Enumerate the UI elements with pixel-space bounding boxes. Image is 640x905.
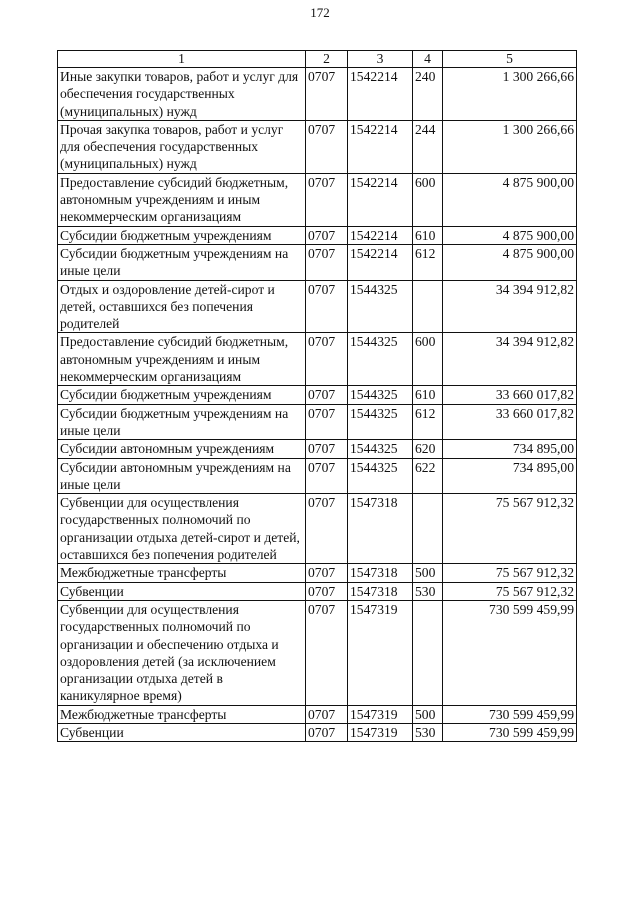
cell-target: 1544325 (348, 440, 413, 458)
table-row (58, 244, 577, 280)
cell-name: Межбюджетные трансферты (58, 564, 306, 582)
cell-section: 0707 (306, 600, 348, 705)
cell-section: 0707 (306, 226, 348, 244)
cell-type: 500 (413, 705, 443, 723)
budget-table (57, 50, 577, 742)
table-row (58, 226, 577, 244)
cell-type (413, 280, 443, 333)
cell-name: Субвенции (58, 723, 306, 741)
cell-target: 1547319 (348, 600, 413, 705)
table-row (58, 173, 577, 226)
cell-amount: 1 300 266,66 (443, 120, 577, 173)
table-row (58, 582, 577, 600)
cell-section: 0707 (306, 494, 348, 564)
cell-target: 1544325 (348, 386, 413, 404)
cell-type: 612 (413, 244, 443, 280)
cell-section: 0707 (306, 404, 348, 440)
page-number: 172 (310, 5, 330, 20)
cell-type (413, 600, 443, 705)
cell-type: 610 (413, 386, 443, 404)
cell-name: Предоставление субсидий бюджетным, автономным учреждениям и иным некоммерческим организациям (58, 173, 306, 226)
cell-type: 600 (413, 333, 443, 386)
cell-amount: 734 895,00 (443, 458, 577, 494)
table-row (58, 120, 577, 173)
cell-name: Субсидии автономным учреждениям на иные цели (58, 458, 306, 494)
cell-name: Предоставление субсидий бюджетным, автономным учреждениям и иным некоммерческим организациям (58, 333, 306, 386)
cell-section: 0707 (306, 244, 348, 280)
cell-type: 244 (413, 120, 443, 173)
cell-amount: 730 599 459,99 (443, 600, 577, 705)
cell-target: 1544325 (348, 280, 413, 333)
cell-name: Субсидии бюджетным учреждениям на иные цели (58, 244, 306, 280)
table-row (58, 280, 577, 333)
column-header-name: 1 (58, 51, 306, 68)
cell-section: 0707 (306, 564, 348, 582)
cell-type: 600 (413, 173, 443, 226)
cell-section: 0707 (306, 723, 348, 741)
cell-type: 620 (413, 440, 443, 458)
table-row (58, 564, 577, 582)
cell-target: 1547319 (348, 705, 413, 723)
cell-amount: 33 660 017,82 (443, 386, 577, 404)
cell-type: 622 (413, 458, 443, 494)
cell-type: 240 (413, 68, 443, 121)
column-header-amount: 5 (443, 51, 577, 68)
cell-target: 1544325 (348, 458, 413, 494)
cell-name: Субвенции для осуществления государственных полномочий по организации и обеспечению отдыха и оздоровления детей (за исключением организации отдыха детей в каникулярное время) (58, 600, 306, 705)
cell-amount: 730 599 459,99 (443, 723, 577, 741)
cell-amount: 75 567 912,32 (443, 494, 577, 564)
column-header-section: 2 (306, 51, 348, 68)
cell-target: 1547318 (348, 494, 413, 564)
table-row (58, 68, 577, 121)
cell-name: Субсидии бюджетным учреждениям (58, 226, 306, 244)
cell-name: Субвенции для осуществления государственных полномочий по организации отдыха детей-сирот и детей, оставшихся без попечения родителей (58, 494, 306, 564)
table-row (58, 458, 577, 494)
cell-amount: 34 394 912,82 (443, 333, 577, 386)
cell-type (413, 494, 443, 564)
table-row (58, 600, 577, 705)
column-header-target: 3 (348, 51, 413, 68)
cell-amount: 1 300 266,66 (443, 68, 577, 121)
cell-amount: 4 875 900,00 (443, 226, 577, 244)
cell-target: 1542214 (348, 68, 413, 121)
table-row (58, 440, 577, 458)
table-row (58, 404, 577, 440)
cell-section: 0707 (306, 280, 348, 333)
cell-section: 0707 (306, 582, 348, 600)
table-row (58, 333, 577, 386)
table-row (58, 723, 577, 741)
cell-target: 1542214 (348, 226, 413, 244)
cell-target: 1542214 (348, 244, 413, 280)
cell-type: 530 (413, 582, 443, 600)
cell-section: 0707 (306, 386, 348, 404)
cell-target: 1544325 (348, 404, 413, 440)
cell-section: 0707 (306, 458, 348, 494)
cell-amount: 734 895,00 (443, 440, 577, 458)
cell-name: Субсидии бюджетным учреждениям (58, 386, 306, 404)
cell-amount: 33 660 017,82 (443, 404, 577, 440)
cell-amount: 34 394 912,82 (443, 280, 577, 333)
cell-name: Субсидии бюджетным учреждениям на иные цели (58, 404, 306, 440)
cell-type: 500 (413, 564, 443, 582)
cell-name: Отдых и оздоровление детей-сирот и детей, оставшихся без попечения родителей (58, 280, 306, 333)
cell-target: 1544325 (348, 333, 413, 386)
cell-name: Межбюджетные трансферты (58, 705, 306, 723)
cell-name: Субвенции (58, 582, 306, 600)
cell-section: 0707 (306, 173, 348, 226)
cell-target: 1547318 (348, 564, 413, 582)
cell-section: 0707 (306, 68, 348, 121)
cell-target: 1547318 (348, 582, 413, 600)
cell-section: 0707 (306, 333, 348, 386)
cell-amount: 4 875 900,00 (443, 173, 577, 226)
cell-target: 1547319 (348, 723, 413, 741)
cell-name: Прочая закупка товаров, работ и услуг для обеспечения государственных (муниципальных) нужд (58, 120, 306, 173)
table-row (58, 386, 577, 404)
cell-type: 612 (413, 404, 443, 440)
cell-section: 0707 (306, 440, 348, 458)
cell-name: Иные закупки товаров, работ и услуг для обеспечения государственных (муниципальных) нужд (58, 68, 306, 121)
cell-amount: 4 875 900,00 (443, 244, 577, 280)
column-header-type: 4 (413, 51, 443, 68)
cell-type: 530 (413, 723, 443, 741)
cell-section: 0707 (306, 705, 348, 723)
cell-target: 1542214 (348, 173, 413, 226)
cell-amount: 730 599 459,99 (443, 705, 577, 723)
cell-type: 610 (413, 226, 443, 244)
cell-target: 1542214 (348, 120, 413, 173)
cell-name: Субсидии автономным учреждениям (58, 440, 306, 458)
table-row (58, 494, 577, 564)
cell-amount: 75 567 912,32 (443, 564, 577, 582)
cell-section: 0707 (306, 120, 348, 173)
cell-amount: 75 567 912,32 (443, 582, 577, 600)
table-row (58, 705, 577, 723)
table-header-row (58, 51, 577, 68)
